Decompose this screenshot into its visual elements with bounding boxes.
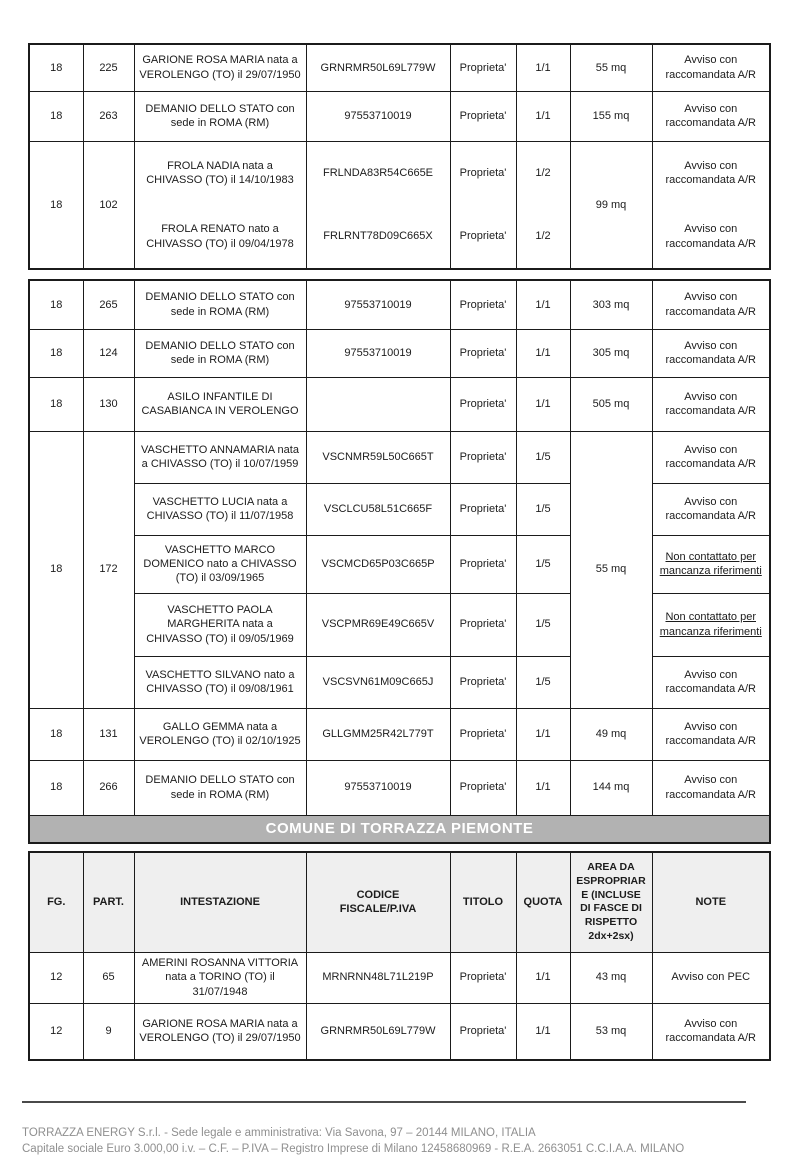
cell-fg: 18: [29, 91, 83, 141]
header-codice-fiscale: CODICE FISCALE/P.IVA: [306, 852, 450, 952]
cell-quota: 1/1: [516, 760, 570, 815]
cell-titolo: Proprieta': [450, 377, 516, 431]
cell-note: Avviso con raccomandata A/R: [652, 91, 770, 141]
table-row: [29, 760, 770, 815]
cell-fg: 18: [29, 377, 83, 431]
cell-fiscal-code: GLLGMM25R42L779T: [306, 708, 450, 760]
cell-quota: 1/1: [516, 1003, 570, 1060]
cell-note: Avviso con PEC: [652, 952, 770, 1003]
cell-quota: 1/5: [516, 656, 570, 708]
cell-owner-name: AMERINI ROSANNA VITTORIA nata a TORINO (TO) il 31/07/1948: [134, 952, 306, 1003]
cell-quota: 1/2: [516, 205, 570, 269]
table-row: [29, 377, 770, 431]
header-intestazione: INTESTAZIONE: [134, 852, 306, 952]
cell-owner-name: DEMANIO DELLO STATO con sede in ROMA (RM): [134, 329, 306, 377]
cell-titolo: Proprieta': [450, 535, 516, 593]
cell-titolo: Proprieta': [450, 760, 516, 815]
table-row: [29, 205, 770, 269]
cell-titolo: Proprieta': [450, 483, 516, 535]
cell-fg: 18: [29, 44, 83, 91]
cell-fiscal-code: VSCLCU58L51C665F: [306, 483, 450, 535]
cell-fg: 12: [29, 952, 83, 1003]
cell-owner-name: GARIONE ROSA MARIA nata a VEROLENGO (TO) il 29/07/1950: [134, 1003, 306, 1060]
cell-area: 155 mq: [570, 91, 652, 141]
comune-banner-row: [29, 815, 770, 843]
cell-titolo: Proprieta': [450, 141, 516, 205]
cadastral-table-torrazza: [28, 851, 771, 1061]
cell-fg: 18: [29, 329, 83, 377]
table-row: [29, 431, 770, 483]
cell-fiscal-code: 97553710019: [306, 760, 450, 815]
table-row: [29, 535, 770, 593]
cell-titolo: Proprieta': [450, 91, 516, 141]
cell-note: Non contattato per mancanza riferimenti: [652, 535, 770, 593]
cell-area: 305 mq: [570, 329, 652, 377]
cell-part: 102: [83, 141, 134, 269]
cell-quota: 1/5: [516, 483, 570, 535]
header-part: PART.: [83, 852, 134, 952]
cell-titolo: Proprieta': [450, 708, 516, 760]
header-quota: QUOTA: [516, 852, 570, 952]
cell-quota: 1/1: [516, 280, 570, 329]
cell-owner-name: VASCHETTO LUCIA nata a CHIVASSO (TO) il 11/07/1958: [134, 483, 306, 535]
footer-line-1: TORRAZZA ENERGY S.r.l. - Sede legale e amministrativa: Via Savona, 97 – 20144 MILANO, ITALIA: [22, 1127, 536, 1139]
cell-titolo: Proprieta': [450, 656, 516, 708]
cadastral-table-middle: [28, 279, 771, 844]
table-row: [29, 141, 770, 205]
table-row: [29, 952, 770, 1003]
cell-owner-name: VASCHETTO PAOLA MARGHERITA nata a CHIVASSO (TO) il 09/05/1969: [134, 593, 306, 656]
cell-owner-name: ASILO INFANTILE DI CASABIANCA IN VEROLENGO: [134, 377, 306, 431]
cell-area: 303 mq: [570, 280, 652, 329]
cell-titolo: Proprieta': [450, 952, 516, 1003]
cell-fiscal-code: 97553710019: [306, 91, 450, 141]
cell-area: 505 mq: [570, 377, 652, 431]
cell-fiscal-code: GRNRMR50L69L779W: [306, 1003, 450, 1060]
cell-note: Avviso con raccomandata A/R: [652, 205, 770, 269]
cell-note: Avviso con raccomandata A/R: [652, 483, 770, 535]
cell-titolo: Proprieta': [450, 1003, 516, 1060]
cell-quota: 1/5: [516, 431, 570, 483]
cell-titolo: Proprieta': [450, 431, 516, 483]
cell-fiscal-code: 97553710019: [306, 280, 450, 329]
cell-owner-name: VASCHETTO ANNAMARIA nata a CHIVASSO (TO) il 10/07/1959: [134, 431, 306, 483]
cell-note: Avviso con raccomandata A/R: [652, 377, 770, 431]
table-row: [29, 483, 770, 535]
cell-part: 225: [83, 44, 134, 91]
cell-area: 53 mq: [570, 1003, 652, 1060]
cell-quota: 1/1: [516, 377, 570, 431]
cell-titolo: Proprieta': [450, 593, 516, 656]
cell-titolo: Proprieta': [450, 44, 516, 91]
cell-owner-name: DEMANIO DELLO STATO con sede in ROMA (RM): [134, 91, 306, 141]
cell-area: 49 mq: [570, 708, 652, 760]
cell-part: 124: [83, 329, 134, 377]
cell-fg: 12: [29, 1003, 83, 1060]
cell-owner-name: DEMANIO DELLO STATO con sede in ROMA (RM): [134, 280, 306, 329]
cell-note: Avviso con raccomandata A/R: [652, 141, 770, 205]
cell-owner-name: FROLA RENATO nato a CHIVASSO (TO) il 09/04/1978: [134, 205, 306, 269]
cell-fiscal-code: MRNRNN48L71L219P: [306, 952, 450, 1003]
cell-quota: 1/5: [516, 535, 570, 593]
cell-note: Avviso con raccomandata A/R: [652, 760, 770, 815]
table-row: [29, 329, 770, 377]
cell-titolo: Proprieta': [450, 280, 516, 329]
cell-fg: 18: [29, 760, 83, 815]
cell-part: 130: [83, 377, 134, 431]
header-fg: FG.: [29, 852, 83, 952]
cell-fiscal-code: VSCMCD65P03C665P: [306, 535, 450, 593]
cell-owner-name: FROLA NADIA nata a CHIVASSO (TO) il 14/10/1983: [134, 141, 306, 205]
table-row: [29, 708, 770, 760]
header-note: NOTE: [652, 852, 770, 952]
cell-fg: 18: [29, 431, 83, 708]
cell-part: 172: [83, 431, 134, 708]
cell-owner-name: DEMANIO DELLO STATO con sede in ROMA (RM): [134, 760, 306, 815]
table-row: [29, 656, 770, 708]
cell-fiscal-code: VSCSVN61M09C665J: [306, 656, 450, 708]
cell-note: Avviso con raccomandata A/R: [652, 1003, 770, 1060]
cell-part: 131: [83, 708, 134, 760]
cell-area: 99 mq: [570, 141, 652, 269]
cell-note: Avviso con raccomandata A/R: [652, 431, 770, 483]
cell-fiscal-code: FRLRNT78D09C665X: [306, 205, 450, 269]
cell-owner-name: VASCHETTO SILVANO nato a CHIVASSO (TO) il 09/08/1961: [134, 656, 306, 708]
cell-fg: 18: [29, 141, 83, 269]
cell-owner-name: GARIONE ROSA MARIA nata a VEROLENGO (TO) il 29/07/1950: [134, 44, 306, 91]
cadastral-table-top: [28, 43, 771, 270]
cell-quota: 1/1: [516, 952, 570, 1003]
table-row: [29, 91, 770, 141]
company-footer: [22, 1101, 746, 1157]
cell-area: 55 mq: [570, 44, 652, 91]
cell-part: 9: [83, 1003, 134, 1060]
cell-fiscal-code: 97553710019: [306, 329, 450, 377]
header-titolo: TITOLO: [450, 852, 516, 952]
table-row: [29, 1003, 770, 1060]
cell-note: Avviso con raccomandata A/R: [652, 708, 770, 760]
table-row: [29, 593, 770, 656]
table-row: [29, 280, 770, 329]
cell-quota: 1/2: [516, 141, 570, 205]
cell-note: Non contattato per mancanza riferimenti: [652, 593, 770, 656]
cell-fiscal-code: GRNRMR50L69L779W: [306, 44, 450, 91]
cell-fiscal-code: VSCNMR59L50C665T: [306, 431, 450, 483]
cell-titolo: Proprieta': [450, 329, 516, 377]
cell-fg: 18: [29, 280, 83, 329]
table-header-row: [29, 852, 770, 952]
cell-fg: 18: [29, 708, 83, 760]
table-row: [29, 44, 770, 91]
cell-fiscal-code: FRLNDA83R54C665E: [306, 141, 450, 205]
cell-part: 265: [83, 280, 134, 329]
comune-banner: COMUNE DI TORRAZZA PIEMONTE: [29, 815, 770, 843]
cell-quota: 1/1: [516, 708, 570, 760]
cell-note: Avviso con raccomandata A/R: [652, 280, 770, 329]
cell-part: 65: [83, 952, 134, 1003]
cell-area: 43 mq: [570, 952, 652, 1003]
cell-note: Avviso con raccomandata A/R: [652, 329, 770, 377]
cell-quota: 1/1: [516, 329, 570, 377]
cell-part: 263: [83, 91, 134, 141]
footer-line-2: Capitale sociale Euro 3.000,00 i.v. – C.F. – P.IVA – Registro Imprese di Milano 12458680969 - R.E.A. 2663051 C.C.I.A.A. MILANO: [22, 1142, 685, 1155]
cell-quota: 1/5: [516, 593, 570, 656]
cell-note: Avviso con raccomandata A/R: [652, 656, 770, 708]
header-area: AREA DA ESPROPRIARE (INCLUSE DI FASCE DI RISPETTO 2dx+2sx): [570, 852, 652, 952]
cell-area: 55 mq: [570, 431, 652, 708]
cell-note: Avviso con raccomandata A/R: [652, 44, 770, 91]
cell-owner-name: VASCHETTO MARCO DOMENICO nato a CHIVASSO (TO) il 03/09/1965: [134, 535, 306, 593]
cell-titolo: Proprieta': [450, 205, 516, 269]
cell-fiscal-code: [306, 377, 450, 431]
cell-fiscal-code: VSCPMR69E49C665V: [306, 593, 450, 656]
cell-part: 266: [83, 760, 134, 815]
expropriation-document: [28, 43, 769, 1061]
cell-owner-name: GALLO GEMMA nata a VEROLENGO (TO) il 02/10/1925: [134, 708, 306, 760]
cell-area: 144 mq: [570, 760, 652, 815]
cell-quota: 1/1: [516, 44, 570, 91]
cell-quota: 1/1: [516, 91, 570, 141]
